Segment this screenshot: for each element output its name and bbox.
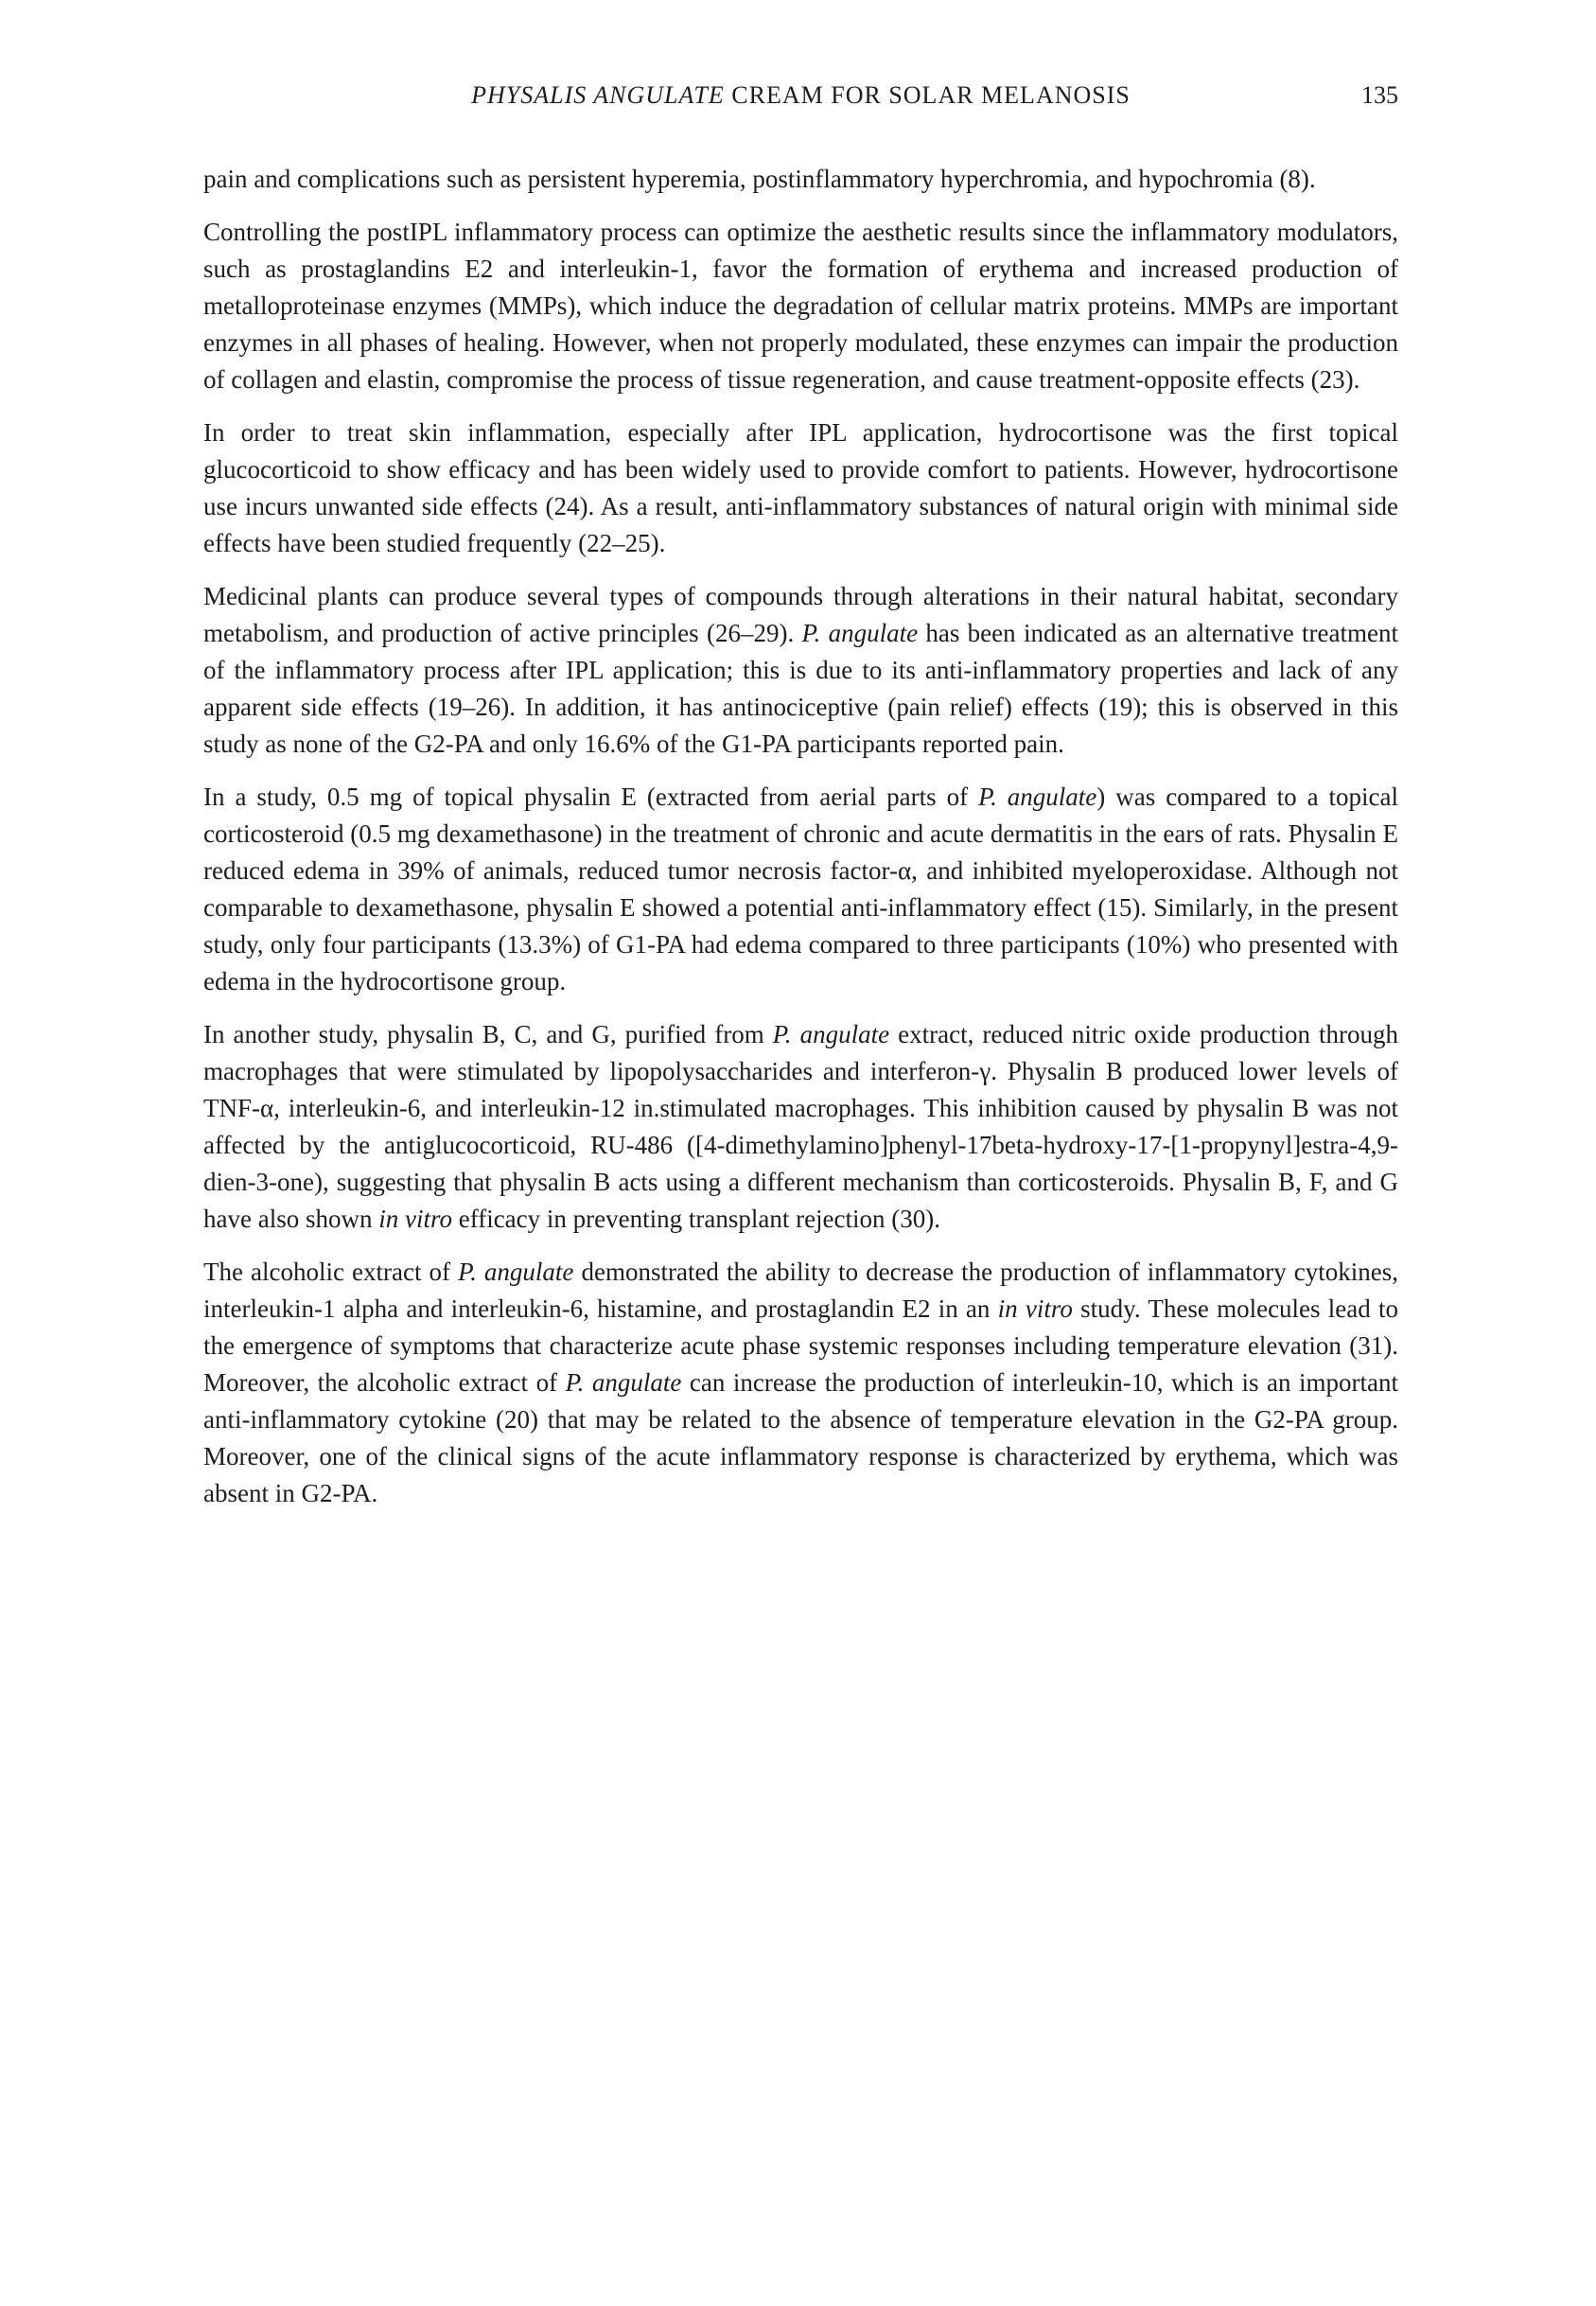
paragraph: [203, 578, 1398, 763]
text-run: can increase the production of interleukin-10, which is an important anti-inflammatory cytokine (20) that may be related to the absence of temperature elevation in the G2-PA group. Moreover, one of the clinical signs of the acute inflammatory response is characterized by erythema, which was absent in G2-PA.: [203, 1368, 1398, 1507]
running-title-species: PHYSALIS ANGULATE: [471, 81, 725, 109]
text-run: Medicinal plants can produce several types of compounds through alterations in their natural habitat, secondary metabolism, and production of active principles (26–29).: [203, 582, 1398, 647]
text-run-italic: in vitro: [378, 1205, 452, 1233]
paragraph: [203, 214, 1398, 398]
page-header: [203, 81, 1398, 117]
running-title-rest: CREAM FOR SOLAR MELANOSIS: [724, 81, 1131, 109]
text-run-italic: P. angulate: [801, 619, 919, 647]
paragraph: [203, 414, 1398, 562]
article-body: [203, 161, 1398, 1512]
page-number: 135: [1361, 81, 1398, 109]
text-run: The alcoholic extract of: [203, 1258, 459, 1286]
paragraph: [203, 1254, 1398, 1512]
text-run-italic: P. angulate: [565, 1368, 682, 1397]
text-run: In a study, 0.5 mg of topical physalin E (extracted from aerial parts of: [203, 783, 979, 811]
text-run: study. These molecules lead to the emergence of symptoms that characterize acute phase systemic responses including temperature elevation (31). Moreover, the alcoholic extract of: [203, 1294, 1398, 1397]
text-column: [203, 81, 1398, 1512]
text-run-italic: P. angulate: [978, 783, 1097, 811]
text-run-italic: in vitro: [997, 1294, 1073, 1323]
text-run: ) was compared to a topical corticosteroid (0.5 mg dexamethasone) in the treatment of chronic and acute dermatitis in the ears of rats. Physalin E reduced edema in 39% of animals, reduced tumor necrosis factor-α, and inhibited myeloperoxidase. Although not comparable to dexamethasone, physalin E showed a potential anti-inflammatory effect (15). Similarly, in the present study, only four participants (13.3%) of G1-PA had edema compared to three participants (10%) who presented with edema in the hydrocortisone group.: [203, 783, 1399, 995]
text-run: efficacy in preventing transplant rejection (30).: [451, 1205, 941, 1233]
text-run: In another study, physalin B, C, and G, purified from: [203, 1020, 773, 1048]
text-run: In order to treat skin inflammation, especially after IPL application, hydrocortisone was the first topical glucocorticoid to show efficacy and has been widely used to provide comfort to patients. However, hydrocortisone use incurs unwanted side effects (24). As a result, anti-inflammatory substances of natural origin with minimal side effects have been studied frequently (22–25).: [203, 418, 1398, 557]
text-run: demonstrated the ability to decrease the production of inflammatory cytokines, interleukin-1 alpha and interleukin-6, histamine, and prostaglandin E2 in an: [203, 1258, 1398, 1323]
paragraph: [203, 161, 1398, 198]
paragraph: [203, 779, 1398, 1000]
paragraph: [203, 1016, 1398, 1238]
running-title: [203, 81, 1398, 110]
text-run: Controlling the postIPL inflammatory process can optimize the aesthetic results since the inflammatory modulators, such as prostaglandins E2 and interleukin-1, favor the formation of erythema and increased production of metalloproteinase enzymes (MMPs), which induce the degradation of cellular matrix proteins. MMPs are important enzymes in all phases of healing. However, when not properly modulated, these enzymes can impair the production of collagen and elastin, compromise the process of tissue regeneration, and cause treatment-opposite effects (23).: [203, 218, 1398, 394]
text-run: has been indicated as an alternative treatment of the inflammatory process after IPL application; this is due to its anti-inflammatory properties and lack of any apparent side effects (19–26). In addition, it has antinociceptive (pain relief) effects (19); this is observed in this study as none of the G2-PA and only 16.6% of the G1-PA participants reported pain.: [203, 619, 1399, 758]
text-run-italic: P. angulate: [772, 1020, 890, 1048]
text-run: pain and complications such as persistent hyperemia, postinflammatory hyperchromia, and hypochromia (8).: [203, 165, 1316, 193]
text-run-italic: P. angulate: [458, 1258, 574, 1286]
text-run: extract, reduced nitric oxide production through macrophages that were stimulated by lipopolysaccharides and interferon-γ. Physalin B produced lower levels of TNF-α, interleukin-6, and interleukin-12 in.stimulated macrophages. This inhibition caused by physalin B was not affected by the antiglucocorticoid, RU-486 ([4-dimethylamino]phenyl-17beta-hydroxy-17-[1-propynyl]estra-4,9-dien-3-one), suggesting that physalin B acts using a different mechanism than corticosteroids. Physalin B, F, and G have also shown: [203, 1020, 1399, 1233]
